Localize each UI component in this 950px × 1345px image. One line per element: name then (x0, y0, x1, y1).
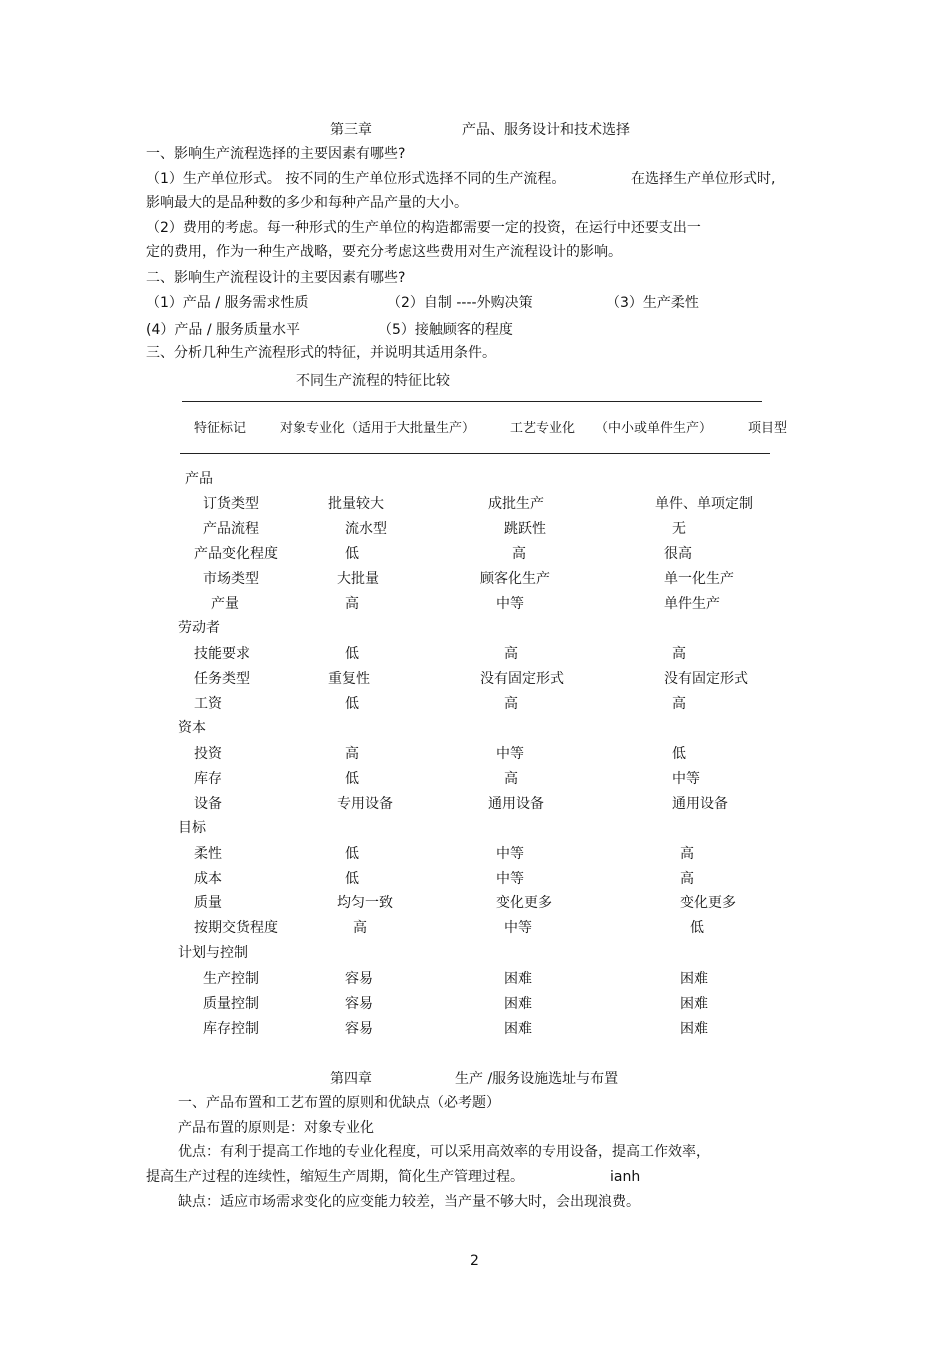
table-cell: 高 (680, 871, 694, 887)
table-cell: 高 (504, 646, 518, 662)
product-layout-principle: 产品布置的原则是：对象专业化 (178, 1120, 374, 1136)
advantages-trailing-text: ianh (610, 1169, 641, 1185)
table-cell: 变化更多 (680, 895, 736, 911)
table-cell: 低 (345, 696, 359, 712)
table-cell: 困难 (680, 996, 708, 1012)
table-cell: 低 (672, 746, 686, 762)
table-cell: 低 (345, 871, 359, 887)
table-cell: 单一化生产 (664, 571, 734, 587)
table-header-object: 对象专业化（适用于大批量生产） (280, 421, 476, 436)
table-cell: 高 (345, 746, 359, 762)
table-group-label: 劳动者 (178, 620, 220, 636)
table-cell: 高 (680, 846, 694, 862)
table-cell: 专用设备 (337, 796, 393, 812)
table-top-rule (182, 401, 762, 402)
table-cell: 没有固定形式 (480, 671, 564, 687)
table-cell: 流水型 (345, 521, 387, 537)
table-cell: 容易 (345, 996, 373, 1012)
table-cell: 中等 (504, 920, 532, 936)
table-cell: 顾客化生产 (480, 571, 550, 587)
advantages-line-2: 提高生产过程的连续性，缩短生产周期，简化生产管理过程。 (146, 1169, 524, 1185)
page-number: 2 (470, 1253, 479, 1269)
question-1-paragraph-1-cont: 影响最大的是品种数的多少和每种产品产量的大小。 (146, 195, 468, 211)
question-1-paragraph-1-end: 在选择生产单位形式时, (631, 171, 776, 187)
table-cell: 中等 (496, 746, 524, 762)
question-2-heading: 二、影响生产流程设计的主要因素有哪些? (146, 270, 406, 286)
table-row-label: 质量控制 (203, 996, 259, 1012)
table-row-label: 库存控制 (203, 1021, 259, 1037)
table-row-label: 成本 (194, 871, 222, 887)
factor-2: （2）自制 ----外购决策 (387, 295, 533, 311)
table-row-label: 产品流程 (203, 521, 259, 537)
table-row-label: 投资 (194, 746, 222, 762)
table-header-project: 项目型 (748, 421, 788, 436)
table-cell: 没有固定形式 (664, 671, 748, 687)
table-group-label: 目标 (178, 820, 206, 836)
table-row-label: 技能要求 (194, 646, 250, 662)
disadvantages-line: 缺点：适应市场需求变化的应变能力较差，当产量不够大时，会出现浪费。 (178, 1194, 640, 1210)
table-cell: 容易 (345, 1021, 373, 1037)
table-group-label: 计划与控制 (178, 945, 248, 961)
table-cell: 批量较大 (328, 496, 384, 512)
table-header-process-note: （中小或单件生产） (595, 421, 713, 436)
table-cell: 中等 (496, 846, 524, 862)
question-1-heading: 一、影响生产流程选择的主要因素有哪些? (146, 146, 406, 162)
table-cell: 单件生产 (664, 596, 720, 612)
table-cell: 容易 (345, 971, 373, 987)
table-cell: 变化更多 (496, 895, 552, 911)
table-cell: 低 (690, 920, 704, 936)
table-cell: 困难 (504, 996, 532, 1012)
table-cell: 重复性 (328, 671, 370, 687)
chapter4-question-1: 一、产品布置和工艺布置的原则和优缺点（必考题） (178, 1095, 500, 1111)
table-cell: 成批生产 (488, 496, 544, 512)
table-header-feature: 特征标记 (194, 421, 247, 436)
table-cell: 低 (345, 846, 359, 862)
table-group-label: 资本 (178, 720, 206, 736)
table-cell: 中等 (496, 871, 524, 887)
table-row-label: 生产控制 (203, 971, 259, 987)
chapter3-title: 产品、服务设计和技术选择 (462, 122, 630, 138)
table-row-label: 质量 (194, 895, 222, 911)
table-row-label: 设备 (194, 796, 222, 812)
table-cell: 中等 (496, 596, 524, 612)
table-cell: 高 (512, 546, 526, 562)
table-row-label: 产量 (211, 596, 239, 612)
factor-4: (4）产品 / 服务质量水平 (146, 322, 300, 338)
advantages-line-1: 优点：有利于提高工作地的专业化程度，可以采用高效率的专用设备，提高工作效率， (178, 1144, 710, 1160)
table-row-label: 工资 (194, 696, 222, 712)
table-cell: 困难 (504, 971, 532, 987)
table-cell: 通用设备 (488, 796, 544, 812)
table-cell: 困难 (680, 971, 708, 987)
factor-3: （3）生产柔性 (606, 295, 699, 311)
table-row-label: 柔性 (194, 846, 222, 862)
table-caption: 不同生产流程的特征比较 (296, 373, 450, 389)
chapter3-number: 第三章 (330, 122, 372, 138)
table-cell: 困难 (680, 1021, 708, 1037)
table-cell: 中等 (672, 771, 700, 787)
table-cell: 很高 (664, 546, 692, 562)
table-row-label: 按期交货程度 (194, 920, 278, 936)
factor-5: （5）接触顾客的程度 (378, 322, 513, 338)
table-cell: 高 (672, 696, 686, 712)
table-cell: 低 (345, 546, 359, 562)
table-cell: 均匀一致 (337, 895, 393, 911)
table-cell: 单件、单项定制 (655, 496, 753, 512)
table-header-process: 工艺专业化 (510, 421, 576, 436)
table-cell: 高 (504, 696, 518, 712)
factor-1: （1）产品 / 服务需求性质 (146, 295, 309, 311)
table-cell: 跳跃性 (504, 521, 546, 537)
table-cell: 大批量 (337, 571, 379, 587)
table-row-label: 市场类型 (203, 571, 259, 587)
chapter4-number: 第四章 (330, 1071, 372, 1087)
table-cell: 高 (504, 771, 518, 787)
table-cell: 无 (672, 521, 686, 537)
table-cell: 困难 (504, 1021, 532, 1037)
question-1-paragraph-2: （2）费用的考虑。每一种形式的生产单位的构造都需要一定的投资，在运行中还要支出一 (146, 220, 701, 236)
table-group-label: 产品 (185, 471, 213, 487)
table-header-rule (180, 453, 770, 454)
table-cell: 高 (353, 920, 367, 936)
table-cell: 低 (345, 646, 359, 662)
table-row-label: 任务类型 (194, 671, 250, 687)
table-row-label: 产品变化程度 (194, 546, 278, 562)
question-1-paragraph-1: （1）生产单位形式。 按不同的生产单位形式选择不同的生产流程。 (146, 171, 566, 187)
table-cell: 高 (672, 646, 686, 662)
question-1-paragraph-2-cont: 定的费用，作为一种生产战略，要充分考虑这些费用对生产流程设计的影响。 (146, 244, 622, 260)
table-cell: 低 (345, 771, 359, 787)
question-3-heading: 三、分析几种生产流程形式的特征，并说明其适用条件。 (146, 345, 496, 361)
chapter4-title: 生产 /服务设施选址与布置 (455, 1071, 619, 1087)
table-cell: 通用设备 (672, 796, 728, 812)
table-row-label: 订货类型 (203, 496, 259, 512)
table-row-label: 库存 (194, 771, 222, 787)
table-cell: 高 (345, 596, 359, 612)
